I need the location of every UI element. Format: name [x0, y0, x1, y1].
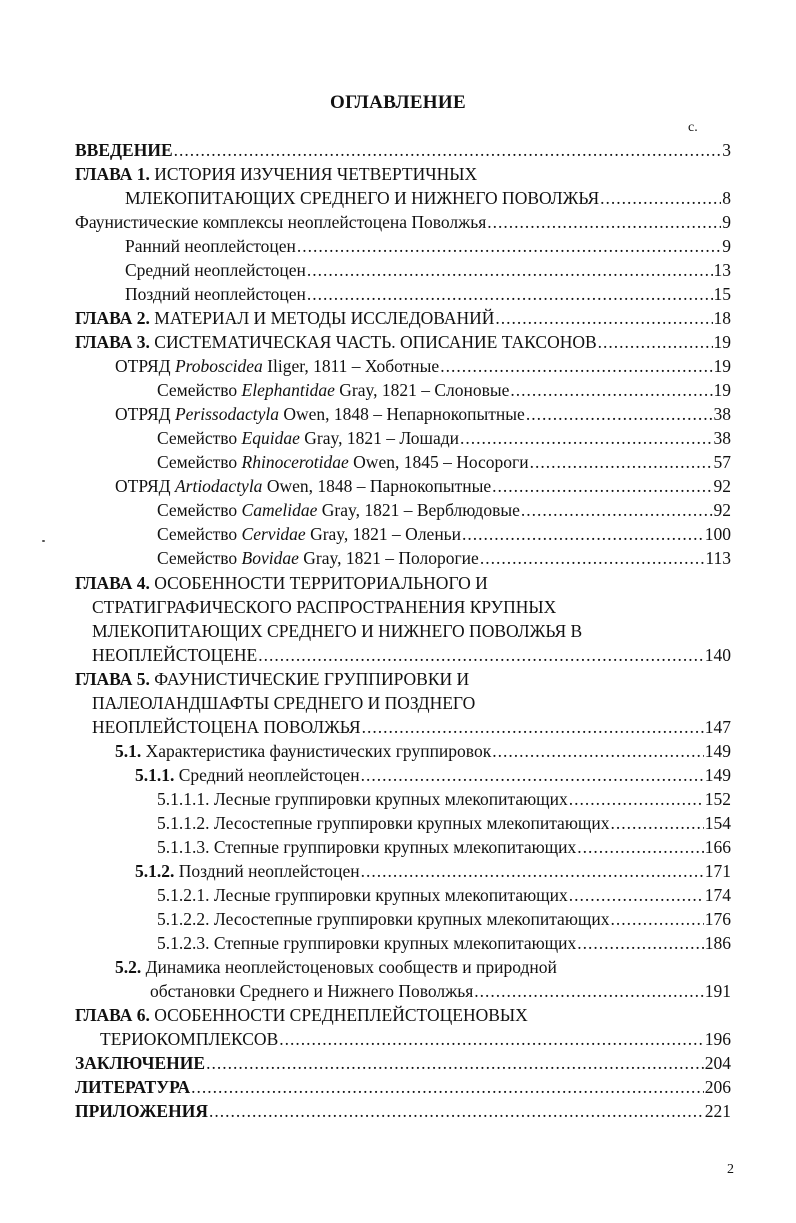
- toc-entry-authority: Gray, 1821 – Полорогие: [298, 548, 479, 568]
- toc-entry-authority: Gray, 1821 – Оленьи: [305, 524, 462, 544]
- toc-entry-page: 18: [713, 308, 731, 328]
- toc-entry-taxon: Equidae: [241, 428, 300, 448]
- leader-dots: [521, 498, 713, 522]
- toc-entry-label: МАТЕРИАЛ И МЕТОДЫ ИССЛЕДОВАНИЙ: [149, 308, 495, 328]
- toc-entry-page: 92: [713, 476, 731, 496]
- toc-entry-introduction: [0, 138, 796, 162]
- leader-dots: [209, 1099, 704, 1123]
- toc-entry-page: 147: [704, 717, 731, 737]
- toc-entry-section-5-1-2-2: [0, 907, 796, 931]
- toc-entry-chapter-4-cont3: [0, 643, 796, 667]
- toc-entry-family-cervidae: [0, 522, 796, 546]
- toc-entry-page: 92: [713, 500, 731, 520]
- toc-entry-page: 8: [722, 188, 731, 208]
- leader-dots: [569, 787, 704, 811]
- leader-dots: [577, 931, 703, 955]
- toc-entry-order-perissodactyla: [0, 402, 796, 426]
- toc-entry-section-5-1-2: [0, 859, 796, 883]
- toc-entry-chapter-4-cont2: [0, 619, 796, 643]
- toc-entry-page: 3: [722, 140, 731, 160]
- leader-dots: [307, 282, 713, 306]
- toc-entry-label: Поздний неоплейстоцен: [125, 284, 306, 304]
- toc-entry-rank: ОТРЯД: [115, 404, 175, 424]
- toc-entry-label-cont: СТРАТИГРАФИЧЕСКОГО РАСПРОСТРАНЕНИЯ КРУПНЫХ: [92, 597, 557, 617]
- toc-entry-label: ФАУНИСТИЧЕСКИЕ ГРУППИРОВКИ И: [149, 669, 470, 689]
- toc-entry-prefix: ГЛАВА 3.: [75, 332, 150, 352]
- toc-entry-faunal-complexes: [0, 210, 796, 234]
- leader-dots: [492, 474, 712, 498]
- toc-entry-section-5-2: [0, 955, 796, 979]
- leader-dots: [487, 210, 721, 234]
- toc-entry-page: 176: [704, 909, 731, 929]
- toc-entry-label-cont: ТЕРИОКОМПЛЕКСОВ: [100, 1029, 279, 1049]
- toc-entry-rank: Семейство: [157, 548, 242, 568]
- toc-entry-rank: Семейство: [157, 452, 242, 472]
- toc-entry-label: 5.1.2.2. Лесостепные группировки крупных млекопитающих: [157, 909, 610, 929]
- leader-dots: [362, 715, 704, 739]
- toc-entry-label: Средний неоплейстоцен: [125, 260, 306, 280]
- page-column-label: с.: [688, 120, 698, 135]
- toc-entry-page: 149: [704, 741, 731, 761]
- toc-entry-label: ВВЕДЕНИЕ: [75, 140, 173, 160]
- leader-dots: [569, 883, 704, 907]
- toc-entry-late-neopleistocene: [0, 282, 796, 306]
- toc-entry-page: 196: [704, 1029, 731, 1049]
- toc-entry-page: 38: [713, 404, 731, 424]
- leader-dots: [510, 378, 712, 402]
- toc-entry-authority: Gray, 1821 – Верблюдовые: [317, 500, 520, 520]
- leader-dots: [297, 234, 721, 258]
- toc-entry-label: ЛИТЕРАТУРА: [75, 1077, 191, 1097]
- toc-entry-label: Динамика неоплейстоценовых сообществ и природной: [141, 957, 557, 977]
- leader-dots: [206, 1051, 704, 1075]
- toc-entry-family-rhinocerotidae: [0, 450, 796, 474]
- toc-entry-middle-neopleistocene: [0, 258, 796, 282]
- toc-entry-label: Характеристика фаунистических группировок: [141, 741, 492, 761]
- toc-entry-taxon: Camelidae: [241, 500, 318, 520]
- toc-entry-label-cont: НЕОПЛЕЙСТОЦЕНЕ: [92, 645, 258, 665]
- toc-entry-rank: Семейство: [157, 524, 242, 544]
- leader-dots: [598, 330, 713, 354]
- toc-entry-authority: Owen, 1848 – Парнокопытные: [262, 476, 492, 496]
- toc-entry-page: 113: [705, 548, 731, 568]
- toc-entry-label: 5.1.1.2. Лесостепные группировки крупных млекопитающих: [157, 813, 610, 833]
- toc-entry-label: ОСОБЕННОСТИ ТЕРРИТОРИАЛЬНОГО И: [149, 573, 488, 593]
- toc-entry-rank: Семейство: [157, 428, 242, 448]
- toc-entry-chapter-1-cont: [0, 186, 796, 210]
- leader-dots: [174, 138, 722, 162]
- toc-entry-page: 100: [704, 524, 731, 544]
- toc-entry-label: 5.1.1.1. Лесные группировки крупных млекопитающих: [157, 789, 568, 809]
- toc-entry-page: 57: [713, 452, 731, 472]
- leader-dots: [577, 835, 703, 859]
- toc-entry-label: 5.1.2.1. Лесные группировки крупных млекопитающих: [157, 885, 568, 905]
- toc-entry-label-cont: НЕОПЛЕЙСТОЦЕНА ПОВОЛЖЬЯ: [92, 717, 361, 737]
- toc-entry-page: 13: [713, 260, 731, 280]
- toc-entry-label: ИСТОРИЯ ИЗУЧЕНИЯ ЧЕТВЕРТИЧНЫХ: [149, 164, 478, 184]
- page-title: ОГЛАВЛЕНИЕ: [330, 92, 466, 113]
- toc-entry-rank: Семейство: [157, 380, 242, 400]
- toc-entry-section-5-1: [0, 739, 796, 763]
- toc-entry-prefix: 5.1.1.: [135, 765, 175, 785]
- toc-entry-early-neopleistocene: [0, 234, 796, 258]
- leader-dots: [526, 402, 713, 426]
- toc-entry-authority: Owen, 1845 – Носороги: [348, 452, 529, 472]
- leader-dots: [440, 354, 712, 378]
- toc-entry-section-5-1-1-1: [0, 787, 796, 811]
- toc-entry-label: Поздний неоплейстоцен: [174, 861, 360, 881]
- toc-entry-prefix: ГЛАВА 1.: [75, 164, 150, 184]
- toc-entry-page: 204: [704, 1053, 731, 1073]
- toc-entry-label: ОСОБЕННОСТИ СРЕДНЕПЛЕЙСТОЦЕНОВЫХ: [149, 1005, 528, 1025]
- toc-entry-family-elephantidae: [0, 378, 796, 402]
- toc-entry-taxon: Cervidae: [241, 524, 306, 544]
- toc-entry-section-5-1-2-1: [0, 883, 796, 907]
- leader-dots: [530, 450, 713, 474]
- leader-dots: [361, 763, 704, 787]
- toc-entry-label: Ранний неоплейстоцен: [125, 236, 296, 256]
- toc-entry-chapter-6-cont: [0, 1027, 796, 1051]
- toc-entry-rank: ОТРЯД: [115, 356, 175, 376]
- toc-entry-page: 140: [704, 645, 731, 665]
- leader-dots: [495, 306, 712, 330]
- toc-entry-chapter-2: [0, 306, 796, 330]
- toc-entry-taxon: Elephantidae: [241, 380, 335, 400]
- toc-entry-family-camelidae: [0, 498, 796, 522]
- toc-entry-page: 19: [713, 332, 731, 352]
- leader-dots: [307, 258, 713, 282]
- toc-entry-order-artiodactyla: [0, 474, 796, 498]
- page-number: 2: [727, 1162, 734, 1177]
- leader-dots: [611, 907, 704, 931]
- toc-entry-prefix: 5.2.: [115, 957, 142, 977]
- leader-dots: [611, 811, 704, 835]
- toc-entry-prefix: 5.1.: [115, 741, 142, 761]
- toc-entry-rank: Семейство: [157, 500, 242, 520]
- toc-entry-prefix: ГЛАВА 4.: [75, 573, 150, 593]
- scan-speck: [42, 540, 45, 542]
- leader-dots: [191, 1075, 704, 1099]
- toc-entry-chapter-5: [0, 667, 796, 691]
- toc-entry-page: 152: [704, 789, 731, 809]
- toc-entry-page: 19: [713, 356, 731, 376]
- toc-entry-chapter-4: [0, 571, 796, 595]
- toc-entry-authority: Iliger, 1811 – Хоботные: [262, 356, 440, 376]
- toc-entry-label: 5.1.2.3. Степные группировки крупных млекопитающих: [157, 933, 577, 953]
- toc-entry-chapter-4-cont1: [0, 595, 796, 619]
- toc-entry-label: СИСТЕМАТИЧЕСКАЯ ЧАСТЬ. ОПИСАНИЕ ТАКСОНОВ: [149, 332, 597, 352]
- toc-entry-chapter-5-cont2: [0, 715, 796, 739]
- toc-entry-page: 9: [722, 236, 731, 256]
- toc-entry-label: ЗАКЛЮЧЕНИЕ: [75, 1053, 206, 1073]
- toc-entry-label: Фаунистические комплексы неоплейстоцена Поволжья: [75, 212, 487, 232]
- toc-entry-authority: Owen, 1848 – Непарнокопытные: [278, 404, 525, 424]
- toc-entry-order-proboscidea: [0, 354, 796, 378]
- toc-entry-appendices: [0, 1099, 796, 1123]
- toc-entry-prefix: ГЛАВА 5.: [75, 669, 150, 689]
- toc-entry-section-5-2-cont: [0, 979, 796, 1003]
- toc-entry-chapter-3: [0, 330, 796, 354]
- toc-entry-chapter-5-cont1: [0, 691, 796, 715]
- toc-entry-rank: ОТРЯД: [115, 476, 175, 496]
- toc-entry-page: 221: [704, 1101, 731, 1121]
- toc-entry-label-cont: МЛЕКОПИТАЮЩИХ СРЕДНЕГО И НИЖНЕГО ПОВОЛЖЬЯ В: [92, 621, 583, 641]
- leader-dots: [492, 739, 704, 763]
- toc-entry-page: 166: [704, 837, 731, 857]
- toc-entry-page: 38: [713, 428, 731, 448]
- leader-dots: [474, 979, 703, 1003]
- leader-dots: [279, 1027, 704, 1051]
- toc-entry-label: ПРИЛОЖЕНИЯ: [75, 1101, 208, 1121]
- toc-entry-label-cont: ПАЛЕОЛАНДШАФТЫ СРЕДНЕГО И ПОЗДНЕГО: [92, 693, 476, 713]
- toc-entry-section-5-1-1: [0, 763, 796, 787]
- leader-dots: [462, 522, 704, 546]
- toc-entry-page: 9: [722, 212, 731, 232]
- toc-entry-label-cont: МЛЕКОПИТАЮЩИХ СРЕДНЕГО И НИЖНЕГО ПОВОЛЖЬЯ: [125, 188, 600, 208]
- toc-entry-prefix: ГЛАВА 2.: [75, 308, 150, 328]
- toc-entry-taxon: Proboscidea: [174, 356, 263, 376]
- leader-dots: [480, 546, 705, 570]
- toc-entry-taxon: Rhinocerotidae: [241, 452, 349, 472]
- leader-dots: [600, 186, 721, 210]
- toc-entry-family-equidae: [0, 426, 796, 450]
- toc-entry-page: 171: [704, 861, 731, 881]
- leader-dots: [460, 426, 712, 450]
- toc-entry-page: 149: [704, 765, 731, 785]
- toc-entry-page: 174: [704, 885, 731, 905]
- toc-entry-page: 206: [704, 1077, 731, 1097]
- toc-entry-page: 154: [704, 813, 731, 833]
- toc-entry-prefix: 5.1.2.: [135, 861, 175, 881]
- toc-entry-chapter-6: [0, 1003, 796, 1027]
- toc-entry-prefix: ГЛАВА 6.: [75, 1005, 150, 1025]
- leader-dots: [361, 859, 704, 883]
- toc-entry-label: 5.1.1.3. Степные группировки крупных млекопитающих: [157, 837, 577, 857]
- toc-entry-section-5-1-1-2: [0, 811, 796, 835]
- toc-entry-authority: Gray, 1821 – Лошади: [299, 428, 460, 448]
- toc-entry-page: 19: [713, 380, 731, 400]
- toc-entry-page: 15: [713, 284, 731, 304]
- toc-entry-literature: [0, 1075, 796, 1099]
- toc-entry-conclusion: [0, 1051, 796, 1075]
- toc-entry-family-bovidae: [0, 546, 796, 570]
- toc-entry-authority: Gray, 1821 – Слоновые: [334, 380, 510, 400]
- leader-dots: [258, 643, 704, 667]
- toc-entry-page: 191: [704, 981, 731, 1001]
- toc-entry-section-5-1-2-3: [0, 931, 796, 955]
- toc-entry-label: Средний неоплейстоцен: [174, 765, 360, 785]
- toc-entry-taxon: Artiodactyla: [174, 476, 263, 496]
- toc-entry-page: 186: [704, 933, 731, 953]
- toc-entry-taxon: Bovidae: [241, 548, 299, 568]
- toc-entry-section-5-1-1-3: [0, 835, 796, 859]
- toc-entry-chapter-1: [0, 162, 796, 186]
- toc-entry-label-cont: обстановки Среднего и Нижнего Поволжья: [150, 981, 474, 1001]
- toc-entry-taxon: Perissodactyla: [174, 404, 279, 424]
